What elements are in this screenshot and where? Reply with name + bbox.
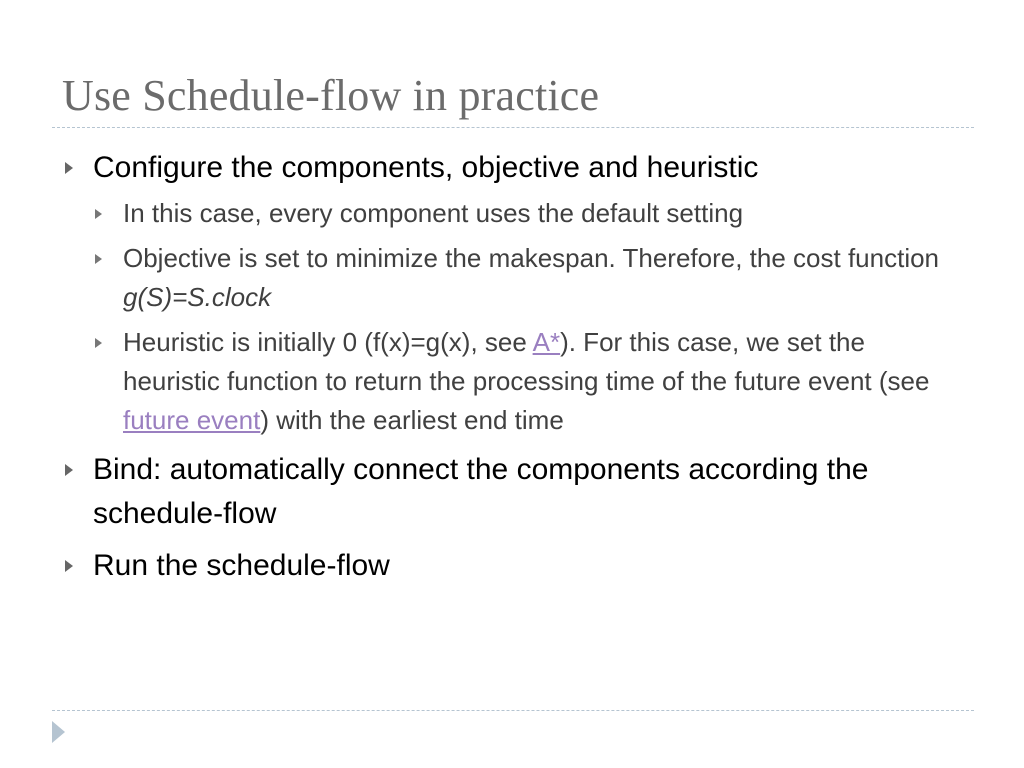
bullet-triangle-icon [65,162,73,174]
cost-function-formula: g(S)=S.clock [123,282,272,312]
bullet-item [62,448,962,536]
slide-title: Use Schedule-flow in practice [62,71,600,120]
sub-bullet-text: Objective is set to minimize the makespan. Therefore, the cost function [123,243,940,273]
bullet-text: Configure the components, objective and heuristic [93,151,759,184]
bullet-triangle-icon [65,560,73,572]
bullet-item [62,544,962,588]
sub-bullet-triangle-icon [95,338,102,348]
sub-bullet-item [92,323,962,440]
bullet-text: Run the schedule-flow [93,549,390,582]
bullet-triangle-icon [65,464,73,476]
next-slide-arrow-icon[interactable] [52,721,65,743]
a-star-link[interactable]: A* [532,327,561,357]
sub-bullet-triangle-icon [95,209,102,219]
sub-bullet-text: Heuristic is initially 0 (f(x)=g(x), see [123,327,533,357]
bullet-text: Bind: automatically connect the components according the schedule-flow [93,453,869,530]
sub-bullet-text: In this case, every component uses the default setting [123,198,744,228]
sub-bullet-item [92,194,962,233]
sub-bullet-text: ) with the earliest end time [260,405,564,435]
sub-bullet-text: ). For this case, we set the heuristic function to return the processing time of the future event (see [123,327,930,396]
title-divider [52,127,974,128]
bullet-list [62,146,962,588]
sub-bullet-item [92,239,962,317]
footer-divider [52,710,974,711]
bullet-item [62,146,962,190]
sub-bullet-triangle-icon [95,254,102,264]
future-event-link[interactable]: future event [123,405,261,435]
